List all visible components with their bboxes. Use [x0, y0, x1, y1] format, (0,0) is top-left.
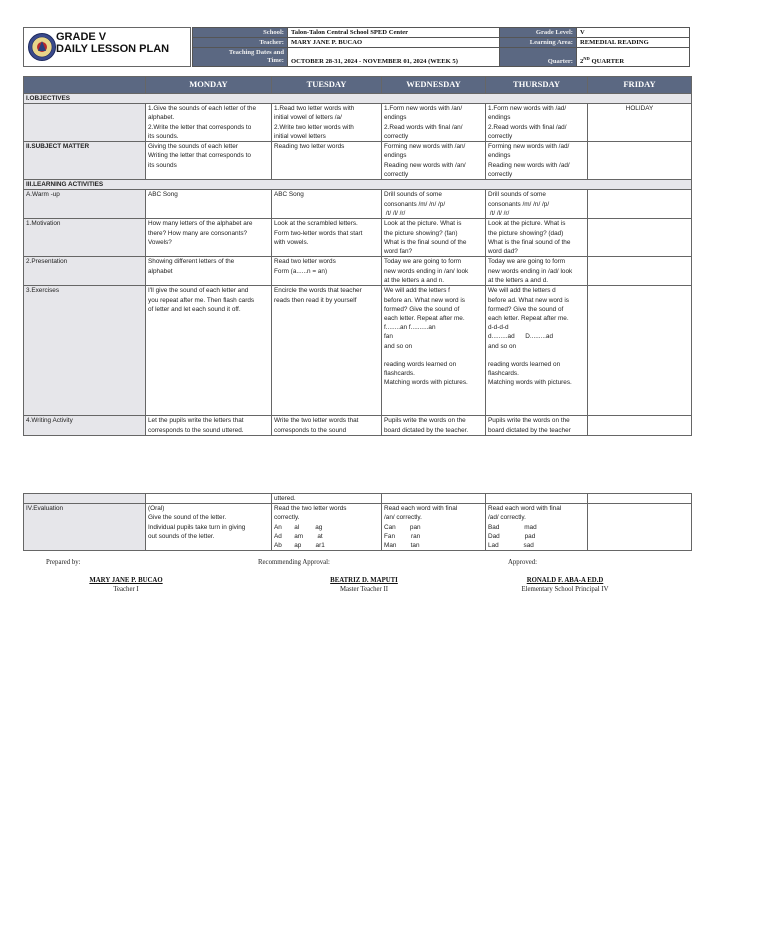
- row-label-exercises: 3.Exercises: [24, 286, 146, 416]
- cell-line: and so on: [384, 342, 413, 350]
- cell-line: Read each word with final: [384, 505, 458, 513]
- section-objectives: I.OBJECTIVES: [24, 94, 692, 104]
- cell-line: correctly: [384, 170, 409, 178]
- cell-line: new words ending in /an/ look: [384, 267, 469, 275]
- cell-line: Look at the scrambled letters.: [274, 220, 358, 228]
- learning-area-value: REMEDIAL READING: [577, 38, 690, 48]
- cell-line: /t/ /l/ /r/: [488, 209, 510, 217]
- presentation-wednesday: [382, 257, 486, 286]
- writing-wednesday: [382, 416, 486, 435]
- motivation-wednesday: [382, 219, 486, 257]
- cell-line: its sounds: [148, 161, 177, 169]
- cell-line: Forming new words with /an/: [384, 143, 466, 151]
- cell-line: Today we are going to form: [384, 258, 462, 266]
- presentation-friday: [588, 257, 692, 286]
- row-label-writing: 4.Writing Activity: [24, 416, 146, 435]
- recommending-label: Recommending Approval:: [258, 559, 330, 566]
- approved-title: Elementary School Principal IV: [521, 586, 609, 593]
- cell-line: and so on: [488, 342, 517, 350]
- day-header-tuesday: TUESDAY: [272, 77, 382, 94]
- writing-thursday: [486, 416, 588, 435]
- cell-line: Reading two letter words: [274, 143, 345, 151]
- cell-line: 2.Read words with final /an/: [384, 123, 463, 131]
- row-label-presentation: 2.Presentation: [24, 257, 146, 286]
- cell-line: each letter. Repeat after me.: [384, 315, 465, 323]
- cell-line: before an. What new word is: [384, 296, 465, 304]
- presentation-thursday: [486, 257, 588, 286]
- cell-line: word dad?: [488, 248, 518, 256]
- cell-line: An al ag: [274, 523, 323, 531]
- exercises-friday: [588, 286, 692, 416]
- writing-cont-wednesday: [382, 494, 486, 504]
- cell-line: Drill sounds of some: [384, 191, 442, 199]
- writing-cont-tuesday: uttered.: [272, 494, 382, 504]
- cell-line: formed? Give the sound of: [384, 305, 460, 313]
- exercises-monday: [146, 286, 272, 416]
- warmup-tuesday: [272, 190, 382, 219]
- cell-line: consonants /m/ /n/ /p/: [488, 200, 550, 208]
- cell-line: before ad. What new word is: [488, 296, 569, 304]
- cell-line: [488, 351, 585, 360]
- cell-line: Man tan: [384, 542, 420, 550]
- evaluation-tuesday: [272, 504, 382, 551]
- cell-line: 2.Read words with final /ad/: [488, 123, 567, 131]
- exercises-thursday: [486, 286, 588, 416]
- cell-line: (Oral): [148, 505, 165, 513]
- school-value: Talon-Talon Central School SPED Center: [288, 28, 500, 38]
- corner-header: [24, 77, 146, 94]
- grade-level-label: Grade Level:: [500, 28, 577, 38]
- cell-line: Reading new words with /ad/: [488, 161, 570, 169]
- objectives-tuesday: [272, 104, 382, 142]
- exercises-tuesday: [272, 286, 382, 416]
- cell-line: Let the pupils write the letters that: [148, 417, 244, 425]
- row-label-subject-matter: II.SUBJECT MATTER: [24, 142, 146, 180]
- cell-line: Read each word with final: [488, 505, 562, 513]
- cell-line: What is the final sound of the: [384, 238, 467, 246]
- cell-line: the picture showing? (dad): [488, 229, 564, 237]
- cell-line: corresponds to the sound uttered.: [148, 426, 244, 434]
- objectives-thursday: [486, 104, 588, 142]
- cell-line: reads then read it by yourself: [274, 296, 357, 304]
- cell-line: correctly: [488, 170, 513, 178]
- objectives-friday: HOLIDAY: [588, 104, 692, 142]
- cell-line: /ad/ correctly.: [488, 514, 526, 522]
- quarter-word: QUARTER: [591, 58, 625, 65]
- cell-line: How many letters of the alphabet are: [148, 220, 253, 228]
- lesson-grid: [23, 76, 692, 436]
- cell-line: Matching words with pictures.: [488, 379, 572, 387]
- cell-line: Read two letter words: [274, 258, 336, 266]
- row-label-writing-cont: [24, 494, 146, 504]
- cell-line: Giving the sounds of each letter: [148, 143, 238, 151]
- quarter-label: Quarter:: [500, 48, 577, 67]
- cell-line: Look at the picture. What is: [488, 220, 566, 228]
- cell-line: correctly: [488, 132, 513, 140]
- recommending-name: BEATRIZ D. MAPUTI: [330, 577, 398, 584]
- cell-line: We will add the letters d: [488, 287, 556, 295]
- motivation-monday: [146, 219, 272, 257]
- teacher-value: MARY JANE P. BUCAO: [288, 38, 500, 48]
- row-label-motivation: 1.Motivation: [24, 219, 146, 257]
- cell-line: Writing the letter that corresponds to: [148, 152, 251, 160]
- cell-line: board dictated by the teacher: [488, 426, 571, 434]
- exercises-wednesday: [382, 286, 486, 416]
- cell-line: word fan?: [384, 248, 413, 256]
- cell-line: Write the two letter words that: [274, 417, 359, 425]
- cell-line: Encircle the words that teacher: [274, 287, 362, 295]
- cell-line: Give the sound of the letter.: [148, 514, 227, 522]
- writing-cont-friday: [588, 494, 692, 504]
- cell-line: Read the two letter words: [274, 505, 347, 513]
- cell-line: Pupils write the words on the: [488, 417, 570, 425]
- cell-line: ABC Song: [148, 191, 178, 199]
- day-header-monday: MONDAY: [146, 77, 272, 94]
- grade-title: GRADE V: [56, 31, 107, 43]
- cell-line: reading words learned on: [384, 361, 457, 369]
- cell-line: d.........ad D.........ad: [488, 333, 553, 341]
- cell-line: Vowels?: [148, 238, 172, 246]
- grade-level-value: V: [577, 28, 690, 38]
- title-block: [23, 27, 191, 67]
- dates-label: [193, 48, 288, 67]
- cell-line: its sounds.: [148, 132, 179, 140]
- writing-monday: [146, 416, 272, 435]
- cell-line: /t/ /l/ /r/: [384, 209, 406, 217]
- cell-line: Form (a......n = an): [274, 267, 328, 275]
- cell-line: d-d-d-d: [488, 324, 509, 332]
- approved-name: RONALD F. ABA-A ED.D: [526, 577, 604, 584]
- teacher-label: Teacher:: [193, 38, 288, 48]
- presentation-tuesday: [272, 257, 382, 286]
- cell-line: Can pan: [384, 523, 421, 531]
- cell-line: Ab ap ar1: [274, 542, 325, 550]
- dates-label-line2: Time:: [267, 57, 284, 65]
- cell-line: 1.Form new words with /ad/: [488, 105, 567, 113]
- cell-line: Lad sad: [488, 542, 534, 550]
- cell-line: Bad mad: [488, 523, 537, 531]
- day-header-thursday: THURSDAY: [486, 77, 588, 94]
- section-learning-activities: III.LEARNING ACTIVITIES: [24, 180, 692, 190]
- warmup-friday: [588, 190, 692, 219]
- cell-line: Pupils write the words on the: [384, 417, 466, 425]
- cell-line: /an/ correctly.: [384, 514, 422, 522]
- school-label: School:: [193, 28, 288, 38]
- plan-title: DAILY LESSON PLAN: [56, 43, 170, 55]
- cell-line: Drill sounds of some: [488, 191, 546, 199]
- subject-friday: [588, 142, 692, 180]
- cell-line: formed? Give the sound of: [488, 305, 564, 313]
- recommending-title: Master Teacher II: [339, 586, 389, 593]
- evaluation-wednesday: [382, 504, 486, 551]
- objectives-monday: [146, 104, 272, 142]
- cell-line: f........an f..........an: [384, 324, 436, 332]
- cell-line: 1.Read two letter words with: [274, 105, 355, 113]
- warmup-thursday: [486, 190, 588, 219]
- cell-line: Matching words with pictures.: [384, 379, 468, 387]
- cell-line: flashcards.: [488, 370, 519, 378]
- evaluation-monday: [146, 504, 272, 551]
- cell-line: there? How many are consonants?: [148, 229, 248, 237]
- cell-line: Individual pupils take turn in giving: [148, 523, 246, 531]
- deped-seal-icon: [27, 30, 57, 64]
- approved-label: Approved:: [508, 559, 538, 566]
- warmup-wednesday: [382, 190, 486, 219]
- cell-line: Reading new words with /an/: [384, 161, 466, 169]
- warmup-monday: [146, 190, 272, 219]
- cell-line: 2.Write two letter words with: [274, 123, 354, 131]
- writing-tuesday: [272, 416, 382, 435]
- cell-line: Look at the picture. What is: [384, 220, 462, 228]
- cell-line: flashcards.: [384, 370, 415, 378]
- cell-line: [384, 351, 483, 360]
- cell-line: ABC Song: [274, 191, 304, 199]
- cell-line: Fan ran: [384, 532, 421, 540]
- cell-line: out sounds of the letter.: [148, 532, 215, 540]
- prepared-by-label: Prepared by:: [46, 559, 81, 566]
- quarter-suffix: ND: [583, 55, 590, 61]
- continuation-grid: [23, 493, 692, 551]
- cell-line: endings: [384, 152, 407, 160]
- row-label-objectives: [24, 104, 146, 142]
- cell-line: of letter and let each sound it off.: [148, 305, 241, 313]
- subject-wednesday: [382, 142, 486, 180]
- cell-line: consonants /m/ /n/ /p/: [384, 200, 446, 208]
- evaluation-friday: [588, 504, 692, 551]
- writing-cont-thursday: [486, 494, 588, 504]
- cell-line: fan: [384, 333, 393, 341]
- cell-line: initial vowel of letters /a/: [274, 114, 342, 122]
- motivation-tuesday: [272, 219, 382, 257]
- subject-tuesday: [272, 142, 382, 180]
- cell-line: endings: [488, 152, 511, 160]
- learning-area-label: Learning Area:: [500, 38, 577, 48]
- cell-line: We will add the letters f: [384, 287, 450, 295]
- cell-line: correctly: [384, 132, 409, 140]
- cell-line: corresponds to the sound: [274, 426, 347, 434]
- cell-line: 1.Give the sounds of each letter of the: [148, 105, 256, 113]
- cell-line: Dad pad: [488, 532, 536, 540]
- cell-line: board dictated by the teacher.: [384, 426, 469, 434]
- cell-line: endings: [384, 114, 407, 122]
- subject-monday: [146, 142, 272, 180]
- presentation-monday: [146, 257, 272, 286]
- quarter-number: 2: [580, 58, 584, 65]
- cell-line: Forming new words with /ad/: [488, 143, 570, 151]
- cell-line: the picture showing? (fan): [384, 229, 458, 237]
- cell-line: reading words learned on: [488, 361, 561, 369]
- cell-line: Showing different letters of the: [148, 258, 235, 266]
- cell-line: 1.Form new words with /an/: [384, 105, 463, 113]
- dates-value: OCTOBER 28-31, 2024 - NOVEMBER 01, 2024 (WEEK 5): [288, 48, 500, 67]
- day-header-friday: FRIDAY: [588, 77, 692, 94]
- prepared-name: MARY JANE P. BUCAO: [89, 577, 163, 584]
- row-label-evaluation: IV.Evaluation: [24, 504, 146, 551]
- motivation-friday: [588, 219, 692, 257]
- cell-line: I'll give the sound of each letter and: [148, 287, 249, 295]
- cell-line: each letter. Repeat after me.: [488, 315, 569, 323]
- cell-line: initial vowel letters: [274, 132, 326, 140]
- cell-line: 2.Write the letter that corresponds to: [148, 123, 252, 131]
- info-table: [192, 27, 690, 67]
- writing-friday: [588, 416, 692, 435]
- cell-line: at the letters a and n.: [384, 276, 445, 284]
- cell-line: correctly.: [274, 514, 300, 522]
- day-header-wednesday: WEDNESDAY: [382, 77, 486, 94]
- objectives-wednesday: [382, 104, 486, 142]
- cell-line: Ad am at: [274, 532, 323, 540]
- cell-line: What is the final sound of the: [488, 238, 571, 246]
- prepared-title: Teacher I: [113, 586, 139, 593]
- cell-line: alphabet.: [148, 114, 175, 122]
- subject-thursday: [486, 142, 588, 180]
- cell-line: Form two-letter words that start: [274, 229, 363, 237]
- cell-line: at the letters a and d.: [488, 276, 549, 284]
- cell-line: with vowels.: [274, 238, 309, 246]
- writing-cont-monday: [146, 494, 272, 504]
- motivation-thursday: [486, 219, 588, 257]
- row-label-warmup: A.Warm -up: [24, 190, 146, 219]
- cell-line: alphabet: [148, 267, 173, 275]
- cell-line: endings: [488, 114, 511, 122]
- evaluation-thursday: [486, 504, 588, 551]
- quarter-value: [577, 48, 690, 67]
- cell-line: you repeat after me. Then flash cards: [148, 296, 255, 304]
- cell-line: new words ending in /ad/ look: [488, 267, 573, 275]
- dates-label-line1: Teaching Dates and: [228, 49, 284, 57]
- cell-line: Today we are going to form: [488, 258, 566, 266]
